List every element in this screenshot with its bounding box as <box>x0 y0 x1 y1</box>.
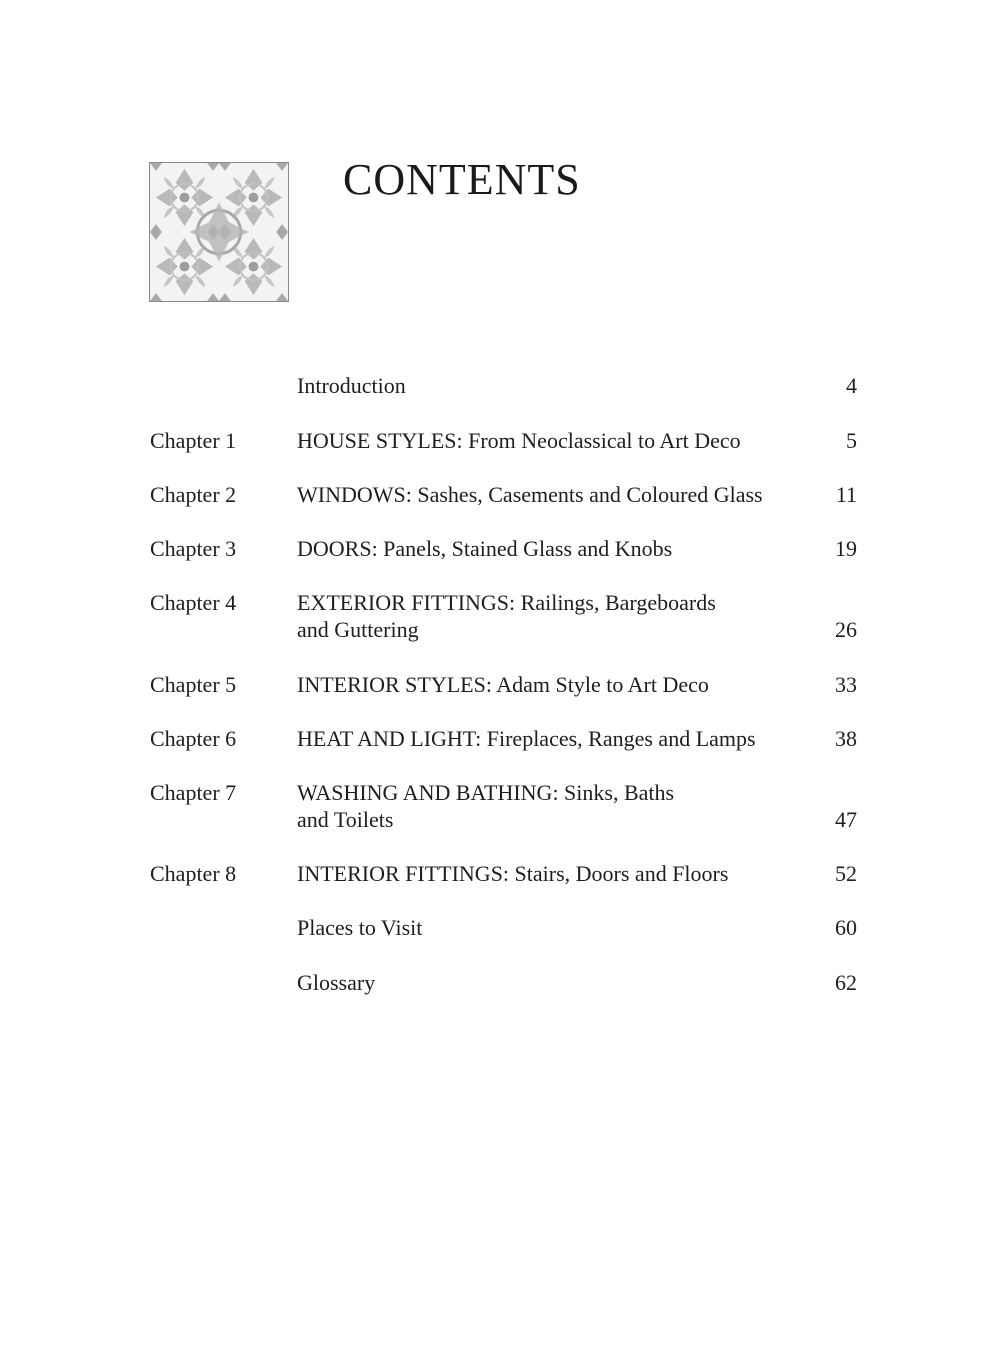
chapter-label: Chapter 3 <box>150 536 237 561</box>
chapter-label: Chapter 6 <box>150 726 237 751</box>
entry-title-line: Glossary <box>297 970 376 995</box>
entry-title-line: EXTERIOR FITTINGS: Railings, Bargeboards <box>297 590 716 615</box>
chapter-label: Chapter 8 <box>150 861 237 886</box>
chapter-label: Chapter 4 <box>150 590 237 615</box>
entry-title <box>297 969 827 996</box>
chapter-label: Chapter 7 <box>150 780 237 805</box>
entry-title-line: Introduction <box>297 373 406 398</box>
entry-title <box>297 914 827 941</box>
page-title: CONTENTS <box>343 155 581 204</box>
chapter-label: Chapter 1 <box>150 428 237 453</box>
page-number: 60 <box>835 915 857 940</box>
page-number: 26 <box>835 617 857 642</box>
page-number: 33 <box>835 672 857 697</box>
entry-title-line: WINDOWS: Sashes, Casements and Coloured Glass <box>297 482 763 507</box>
page-number: 62 <box>835 970 857 995</box>
entry-title <box>297 427 827 454</box>
entry-title <box>297 725 827 752</box>
entry-title <box>297 535 827 562</box>
page-number: 52 <box>835 861 857 886</box>
entry-title-line: INTERIOR FITTINGS: Stairs, Doors and Floors <box>297 861 729 886</box>
entry-title-line: and Toilets <box>297 807 394 832</box>
chapter-label: Chapter 2 <box>150 482 237 507</box>
page-number: 19 <box>835 536 857 561</box>
chapter-label: Chapter 5 <box>150 672 237 697</box>
entry-title <box>297 481 827 508</box>
entry-title-line: HOUSE STYLES: From Neoclassical to Art Deco <box>297 428 741 453</box>
page-number: 11 <box>835 482 857 507</box>
entry-title-line: HEAT AND LIGHT: Fireplaces, Ranges and Lamps <box>297 726 756 751</box>
entry-title-line: WASHING AND BATHING: Sinks, Baths <box>297 780 675 805</box>
entry-title-line: Places to Visit <box>297 915 423 940</box>
entry-title <box>297 671 827 698</box>
page-number: 4 <box>846 373 857 398</box>
page-number: 38 <box>835 726 857 751</box>
page-number: 5 <box>846 428 857 453</box>
entry-title <box>297 372 827 399</box>
entry-title <box>297 589 827 643</box>
entry-title-line: and Guttering <box>297 617 419 642</box>
page-number: 47 <box>835 807 857 832</box>
entry-title-line: DOORS: Panels, Stained Glass and Knobs <box>297 536 673 561</box>
entry-title <box>297 860 827 887</box>
entry-title-line: INTERIOR STYLES: Adam Style to Art Deco <box>297 672 709 697</box>
entry-title <box>297 779 827 833</box>
